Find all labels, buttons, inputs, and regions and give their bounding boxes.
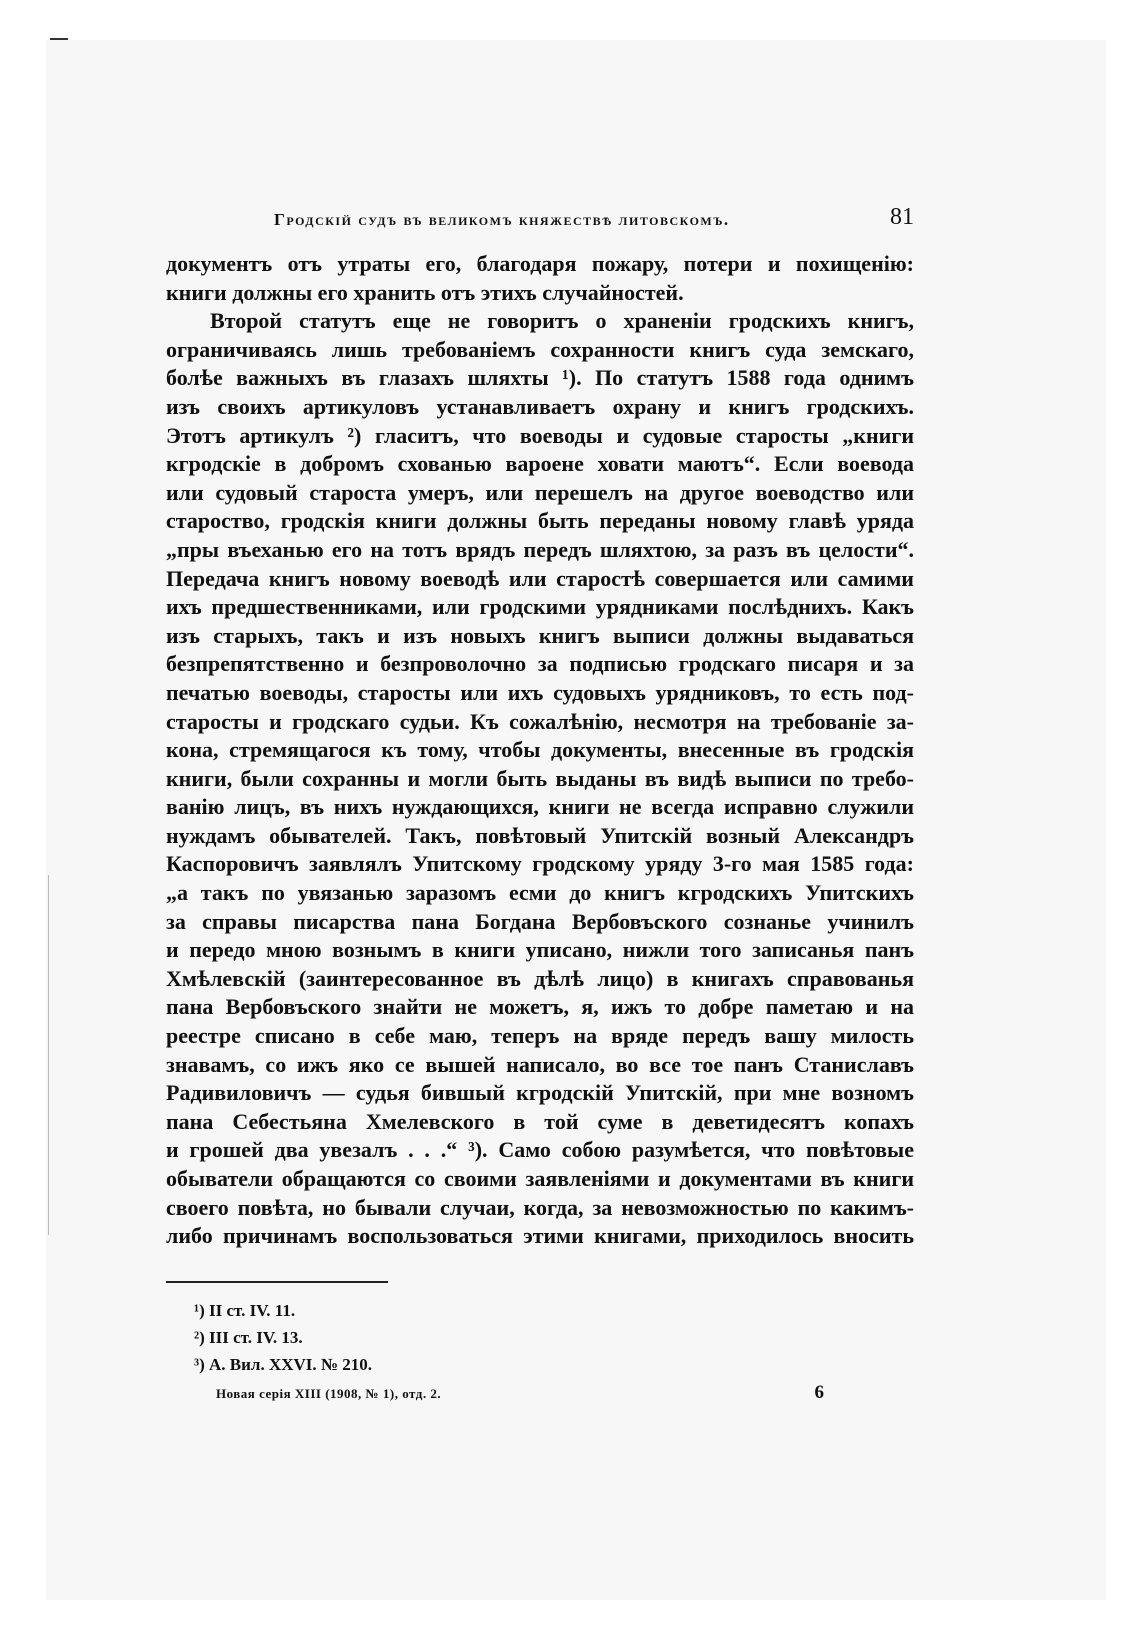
text-line: староство, гродскія книги должны быть переданы новому главѣ уряда: [166, 508, 914, 534]
text-line: обыватели обращаются со своими заявленіями и документами въ книги: [166, 1166, 914, 1191]
running-title: Гродскій судъ въ великомъ княжествѣ литовскомъ.: [274, 210, 730, 229]
running-head: [166, 200, 914, 240]
text-line: книги, были сохранны и могли быть выданы въ видѣ выписи по требо-: [166, 765, 914, 791]
text-line: Этотъ артикулъ ²) гласитъ, что воеводы и судовые старосты „книги: [166, 422, 914, 448]
text-line: реестре списано в себе маю, теперъ на вряде передъ вашу милость: [166, 1023, 914, 1049]
page-number: 81: [890, 204, 914, 230]
text-line: печатью воеводы, старосты или ихъ судовыхъ урядниковъ, то есть под-: [166, 679, 914, 705]
footnote: ³) А. Вил. XXVI. № 210.: [194, 1354, 372, 1374]
text-line: либо причинамъ воспользоваться этими книгами, приходилось вносить: [166, 1223, 914, 1249]
footnote: ¹) II ст. IV. 11.: [194, 1300, 296, 1320]
text-line: Хмѣлевскій (заинтересованное въ дѣлѣ лицо) в книгахъ справованья: [166, 965, 914, 991]
footnote-divider: [166, 1281, 388, 1283]
footnotes: [166, 1297, 914, 1378]
text-line: изъ старыхъ, такъ и изъ новыхъ книгъ выписи должны выдаваться: [166, 622, 914, 648]
text-line: Передача книгъ новому воеводѣ или старостѣ совершается или самими: [166, 565, 914, 591]
text-line: своего повѣта, но бывали случаи, когда, за невозможностью по какимъ-: [166, 1194, 914, 1220]
text-line: „пры въеханью его на тотъ врядъ передъ шляхтою, за разъ въ целости“.: [166, 536, 914, 562]
margin-rule: [48, 875, 49, 1235]
printer-signature: [166, 1382, 914, 1412]
text-line: знавамъ, со ижъ яко се вышей написало, во все тое панъ Станиславъ: [166, 1051, 914, 1077]
text-line: кона, стремящагося къ тому, чтобы документы, внесенные въ гродскія: [166, 737, 914, 763]
text-line: за справы писарства пана Богдана Вербовъского сознанье учинилъ: [166, 908, 914, 934]
text-line: Каспоровичъ заявлялъ Упитскому гродскому уряду 3-го мая 1585 года:: [166, 851, 914, 877]
text-line: ограничиваясь лишь требованіемъ сохранности книгъ суда земскаго,: [166, 336, 914, 362]
text-line: кгродскіе в добромъ схованью вароене ховати маютъ“. Если воевода: [166, 451, 914, 477]
scan-corner-mark: [50, 38, 68, 40]
text-line: старосты и гродскаго судьи. Къ сожалѣнію, несмотря на требованіе за-: [166, 708, 914, 734]
text-line: пана Себестьяна Хмелевского в той суме в деветидесятъ копахъ: [166, 1108, 914, 1134]
signature-text: Новая серія XIII (1908, № 1), отд. 2.: [216, 1385, 442, 1401]
text-line: болѣе важныхъ въ глазахъ шляхты ¹). По статутъ 1588 года однимъ: [166, 365, 914, 391]
text-line: книги должны его хранить отъ этихъ случайностей.: [166, 279, 684, 305]
text-line: безпрепятственно и безпроволочно за подписью гродскаго писаря и за: [166, 651, 914, 677]
text-line: и передо мною вознымъ в книги уписано, нижли того записанья панъ: [166, 937, 914, 963]
text-line: и грошей два увезалъ . . .“ ³). Само собою разумѣется, что повѣтовые: [166, 1137, 914, 1163]
text-line: ихъ предшественниками, или гродскими урядниками послѣднихъ. Какъ: [166, 594, 914, 620]
document-page: [166, 200, 914, 1412]
text-line: Второй статутъ еще не говоритъ о храненіи гродскихъ книгъ,: [210, 308, 914, 334]
paragraph: [166, 250, 914, 307]
signature-mark: 6: [814, 1381, 824, 1403]
paragraph: [166, 307, 914, 1251]
text-line: ванію лицъ, въ нихъ нуждающихся, книги не всегда исправно служили: [166, 794, 914, 820]
text-line: документъ отъ утраты его, благодаря пожару, потери и похищенію:: [166, 251, 914, 276]
text-line: или судовый староста умеръ, или перешелъ на другое воеводство или: [166, 479, 914, 505]
footnote: ²) III ст. IV. 13.: [194, 1327, 303, 1347]
text-line: „а такъ по увязанью заразомъ есми до книгъ кгродскихъ Упитскихъ: [166, 880, 914, 906]
text-line: Радивиловичъ — судья бившый кгродскій Упитскій, при мне возномъ: [166, 1080, 914, 1106]
text-line: нуждамъ обывателей. Такъ, повѣтовый Упитскій возный Александръ: [166, 822, 914, 848]
body-text: [166, 250, 914, 1251]
text-line: пана Вербовъского знайти не можетъ, я, ижъ то добре паметаю и на: [166, 994, 914, 1020]
text-line: изъ своихъ артикуловъ устанавливаетъ охрану и книгъ гродскихъ.: [166, 393, 914, 419]
